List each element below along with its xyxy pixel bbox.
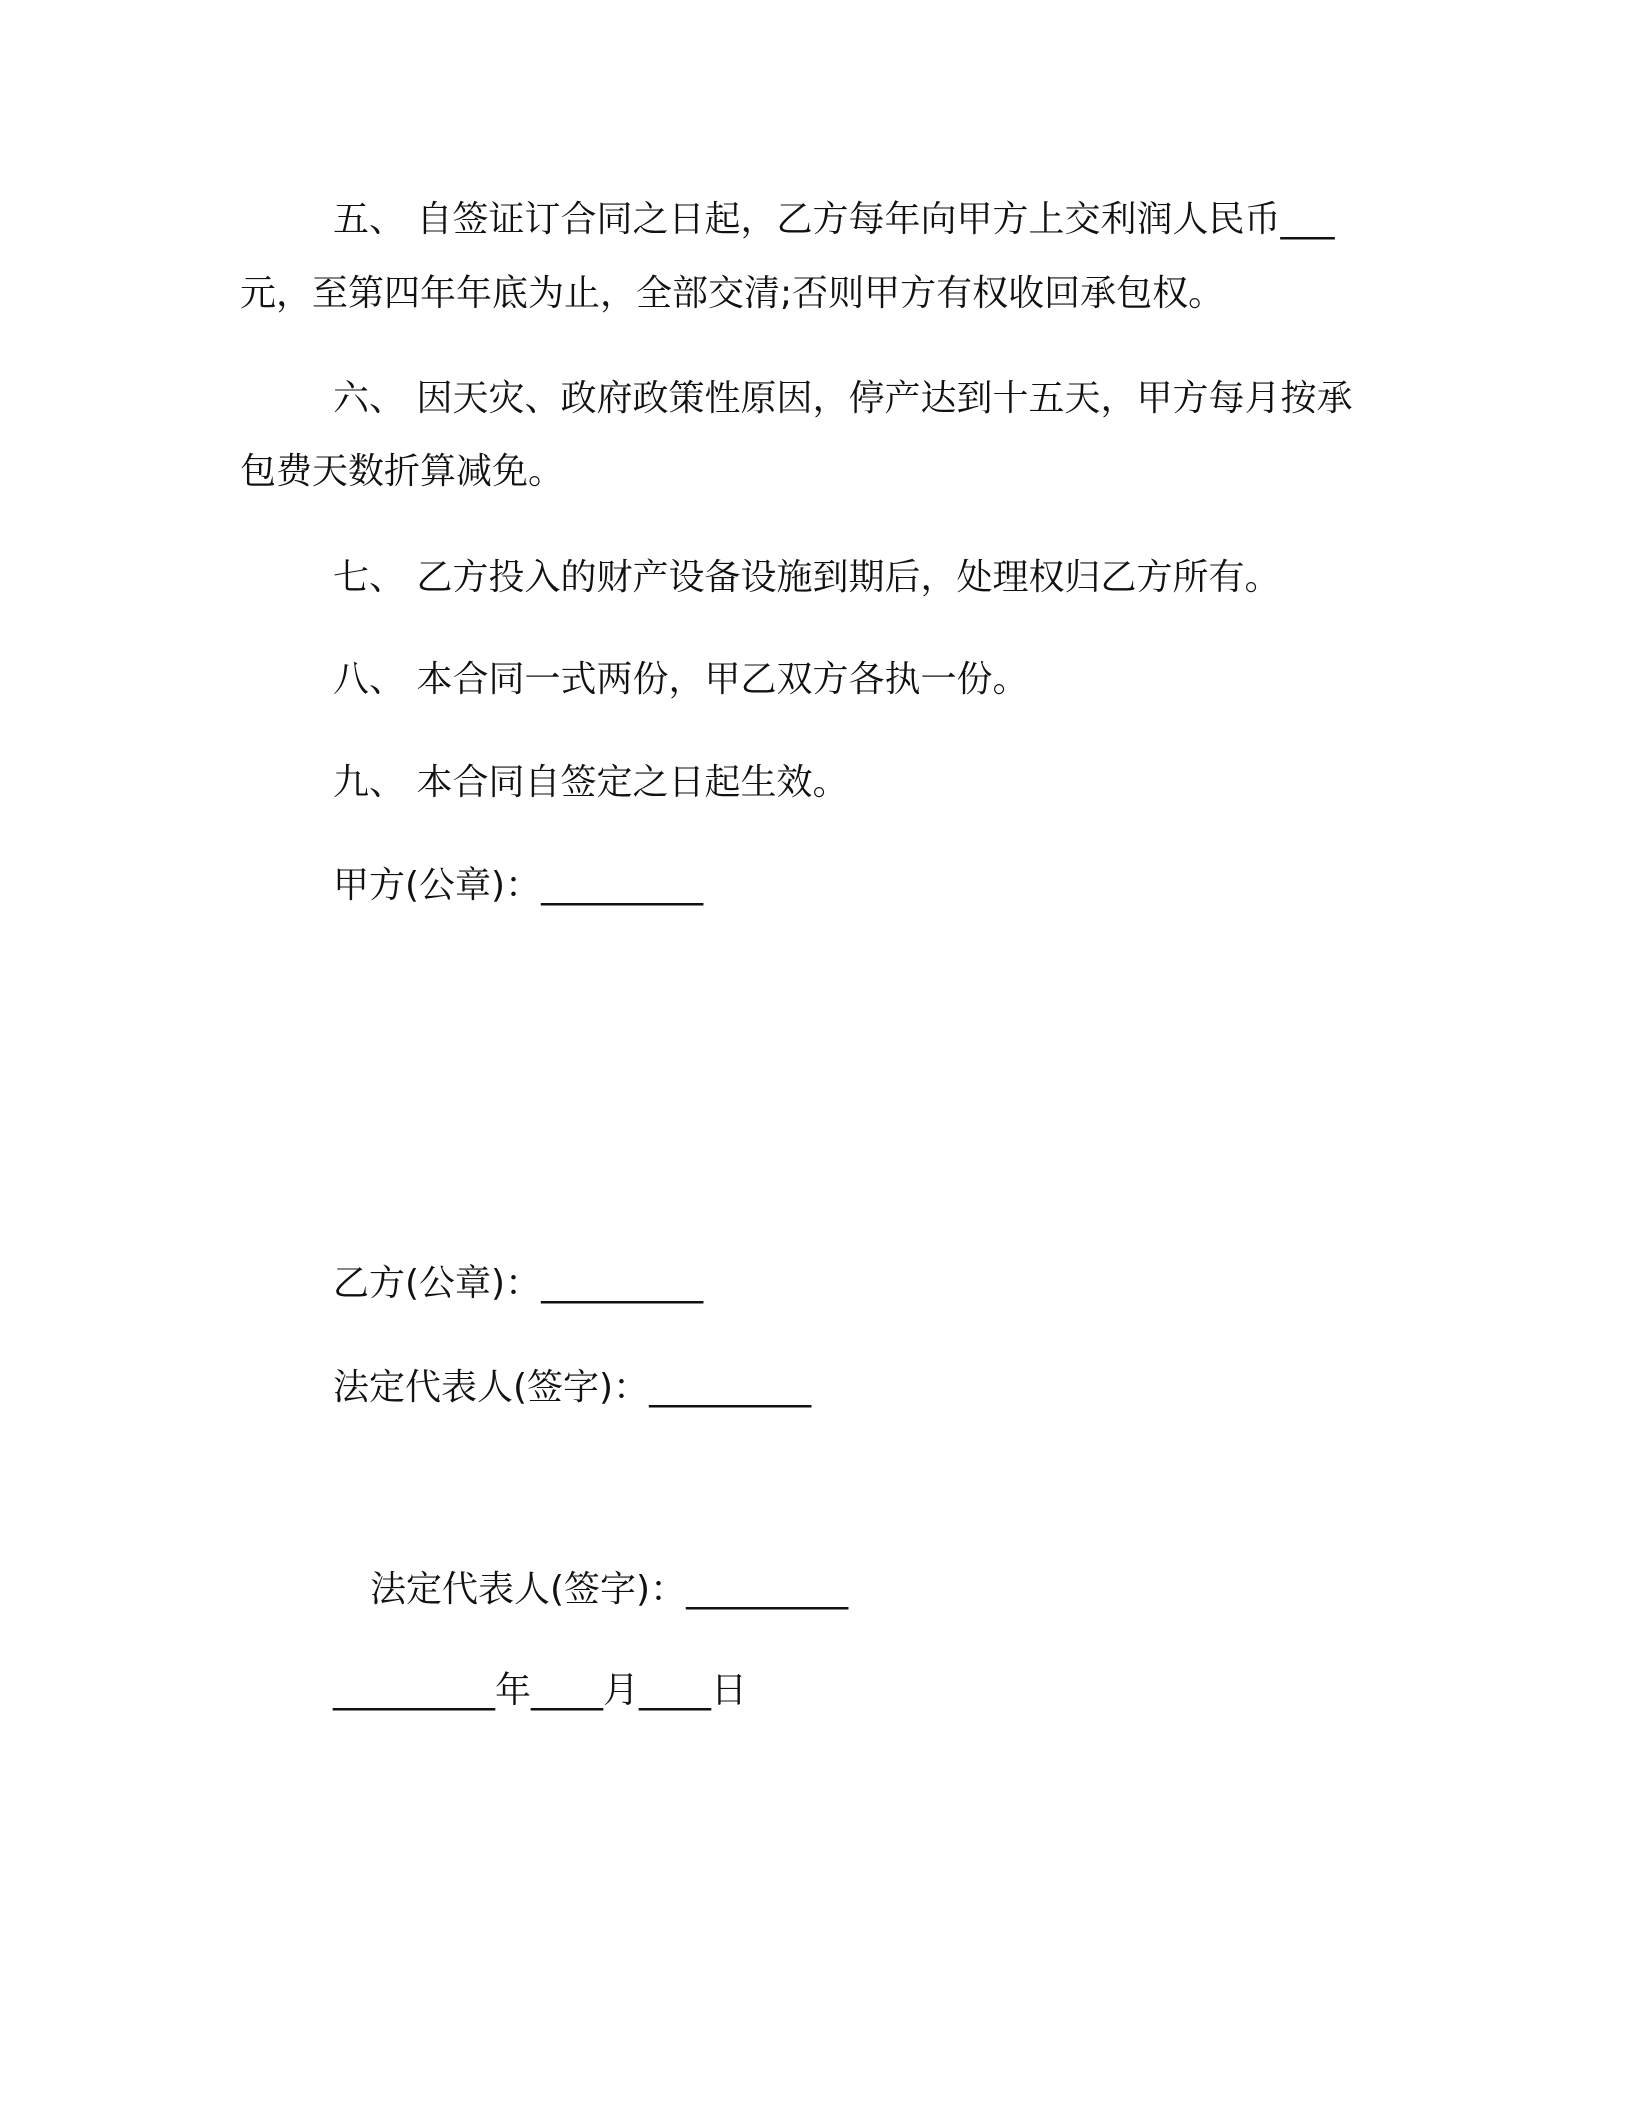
legal-representative-signature-1: 法定代表人(签字)：_________ <box>333 1367 812 1408</box>
date-month-blank: ____ <box>531 1670 604 1711</box>
date-year-label: 年 <box>495 1670 532 1711</box>
clause-6-line-1: 六、 因天灾、政府政策性原因，停产达到十五天，甲方每月按承 <box>333 378 1353 419</box>
clause-6-line-2: 包费天数折算减免。 <box>240 451 565 492</box>
clause-7: 七、 乙方投入的财产设备设施到期后，处理权归乙方所有。 <box>333 557 1281 598</box>
signing-date <box>333 1669 747 1713</box>
date-day-label: 日 <box>711 1670 748 1711</box>
date-month-label: 月 <box>603 1670 640 1711</box>
clause-5-line-2: 元，至第四年年底为止，全部交清;否则甲方有权收回承包权。 <box>240 273 1225 314</box>
clause-8: 八、 本合同一式两份，甲乙双方各执一份。 <box>333 659 1029 700</box>
date-year-blank: _________ <box>333 1670 495 1711</box>
party-a-seal: 甲方(公章)：_________ <box>333 865 704 906</box>
date-day-blank: ____ <box>639 1670 712 1711</box>
party-b-seal: 乙方(公章)：_________ <box>333 1263 704 1304</box>
legal-representative-signature-2: 法定代表人(签字)：_________ <box>370 1569 849 1610</box>
clause-5-line-1: 五、 自签证订合同之日起，乙方每年向甲方上交利润人民币___ <box>333 199 1335 240</box>
clause-9: 九、 本合同自签定之日起生效。 <box>333 762 849 803</box>
